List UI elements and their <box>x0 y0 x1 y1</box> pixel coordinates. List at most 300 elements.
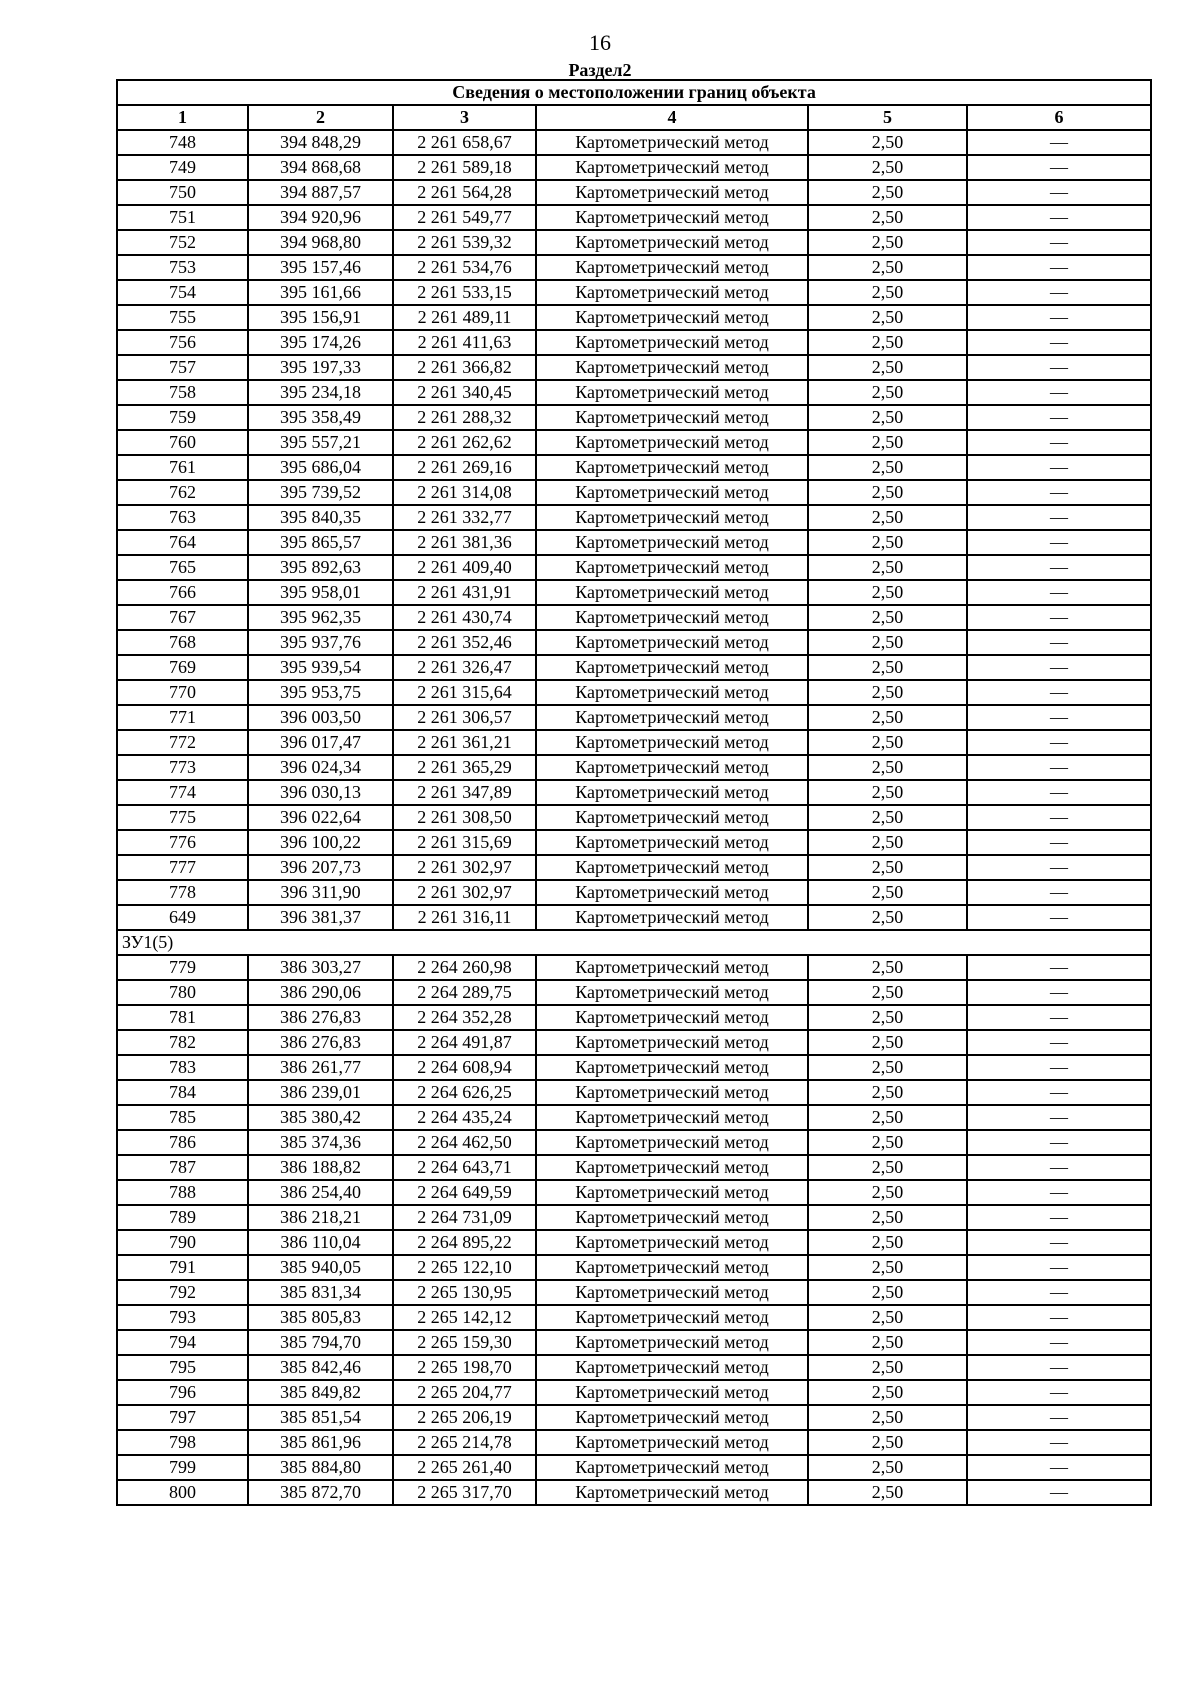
x-coordinate-cell: 395 557,21 <box>248 430 393 455</box>
accuracy-cell: 2,50 <box>808 380 967 405</box>
method-cell: Картометрический метод <box>536 480 808 505</box>
table-row <box>117 755 1151 780</box>
method-cell: Картометрический метод <box>536 130 808 155</box>
x-coordinate-cell: 395 358,49 <box>248 405 393 430</box>
accuracy-cell: 2,50 <box>808 1355 967 1380</box>
method-cell: Картометрический метод <box>536 630 808 655</box>
table-row <box>117 1355 1151 1380</box>
x-coordinate-cell: 395 156,91 <box>248 305 393 330</box>
y-coordinate-cell: 2 261 361,21 <box>393 730 536 755</box>
table-body <box>117 130 1151 1505</box>
y-coordinate-cell: 2 264 435,24 <box>393 1105 536 1130</box>
x-coordinate-cell: 385 884,80 <box>248 1455 393 1480</box>
y-coordinate-cell: 2 261 366,82 <box>393 355 536 380</box>
table-row <box>117 905 1151 930</box>
table-row <box>117 455 1151 480</box>
method-cell: Картометрический метод <box>536 355 808 380</box>
method-cell: Картометрический метод <box>536 1480 808 1505</box>
x-coordinate-cell: 386 261,77 <box>248 1055 393 1080</box>
y-coordinate-cell: 2 265 214,78 <box>393 1430 536 1455</box>
table-row <box>117 605 1151 630</box>
point-number-cell: 794 <box>117 1330 248 1355</box>
description-cell: — <box>967 1255 1151 1280</box>
x-coordinate-cell: 396 022,64 <box>248 805 393 830</box>
y-coordinate-cell: 2 261 288,32 <box>393 405 536 430</box>
description-cell: — <box>967 1405 1151 1430</box>
y-coordinate-cell: 2 261 549,77 <box>393 205 536 230</box>
table-row <box>117 255 1151 280</box>
description-cell: — <box>967 980 1151 1005</box>
accuracy-cell: 2,50 <box>808 1280 967 1305</box>
method-cell: Картометрический метод <box>536 205 808 230</box>
point-number-cell: 753 <box>117 255 248 280</box>
x-coordinate-cell: 394 968,80 <box>248 230 393 255</box>
method-cell: Картометрический метод <box>536 755 808 780</box>
method-cell: Картометрический метод <box>536 680 808 705</box>
y-coordinate-cell: 2 261 352,46 <box>393 630 536 655</box>
method-cell: Картометрический метод <box>536 1430 808 1455</box>
table-row <box>117 130 1151 155</box>
x-coordinate-cell: 386 303,27 <box>248 955 393 980</box>
group-header-row <box>117 930 1151 955</box>
point-number-cell: 784 <box>117 1080 248 1105</box>
accuracy-cell: 2,50 <box>808 1030 967 1055</box>
table-row <box>117 355 1151 380</box>
column-number: 2 <box>248 105 393 130</box>
point-number-cell: 786 <box>117 1130 248 1155</box>
method-cell: Картометрический метод <box>536 955 808 980</box>
y-coordinate-cell: 2 265 198,70 <box>393 1355 536 1380</box>
method-cell: Картометрический метод <box>536 1055 808 1080</box>
x-coordinate-cell: 395 953,75 <box>248 680 393 705</box>
y-coordinate-cell: 2 265 317,70 <box>393 1480 536 1505</box>
x-coordinate-cell: 385 842,46 <box>248 1355 393 1380</box>
x-coordinate-cell: 396 003,50 <box>248 705 393 730</box>
y-coordinate-cell: 2 261 347,89 <box>393 780 536 805</box>
accuracy-cell: 2,50 <box>808 305 967 330</box>
accuracy-cell: 2,50 <box>808 1430 967 1455</box>
x-coordinate-cell: 394 868,68 <box>248 155 393 180</box>
x-coordinate-cell: 385 831,34 <box>248 1280 393 1305</box>
method-cell: Картометрический метод <box>536 530 808 555</box>
description-cell: — <box>967 1455 1151 1480</box>
description-cell: — <box>967 905 1151 930</box>
accuracy-cell: 2,50 <box>808 655 967 680</box>
description-cell: — <box>967 1380 1151 1405</box>
point-number-cell: 769 <box>117 655 248 680</box>
accuracy-cell: 2,50 <box>808 1230 967 1255</box>
method-cell: Картометрический метод <box>536 805 808 830</box>
table-row <box>117 880 1151 905</box>
table-row <box>117 230 1151 255</box>
accuracy-cell: 2,50 <box>808 1305 967 1330</box>
description-cell: — <box>967 1205 1151 1230</box>
method-cell: Картометрический метод <box>536 1380 808 1405</box>
point-number-cell: 777 <box>117 855 248 880</box>
description-cell: — <box>967 830 1151 855</box>
accuracy-cell: 2,50 <box>808 405 967 430</box>
point-number-cell: 778 <box>117 880 248 905</box>
accuracy-cell: 2,50 <box>808 330 967 355</box>
y-coordinate-cell: 2 261 306,57 <box>393 705 536 730</box>
method-cell: Картометрический метод <box>536 1005 808 1030</box>
description-cell: — <box>967 555 1151 580</box>
point-number-cell: 772 <box>117 730 248 755</box>
y-coordinate-cell: 2 261 316,11 <box>393 905 536 930</box>
point-number-cell: 748 <box>117 130 248 155</box>
y-coordinate-cell: 2 264 626,25 <box>393 1080 536 1105</box>
table-row <box>117 1330 1151 1355</box>
y-coordinate-cell: 2 264 649,59 <box>393 1180 536 1205</box>
y-coordinate-cell: 2 261 315,64 <box>393 680 536 705</box>
table-row <box>117 480 1151 505</box>
point-number-cell: 793 <box>117 1305 248 1330</box>
y-coordinate-cell: 2 264 608,94 <box>393 1055 536 1080</box>
point-number-cell: 799 <box>117 1455 248 1480</box>
table-row <box>117 1055 1151 1080</box>
y-coordinate-cell: 2 261 326,47 <box>393 655 536 680</box>
accuracy-cell: 2,50 <box>808 605 967 630</box>
table-row <box>117 705 1151 730</box>
x-coordinate-cell: 385 805,83 <box>248 1305 393 1330</box>
accuracy-cell: 2,50 <box>808 1405 967 1430</box>
accuracy-cell: 2,50 <box>808 755 967 780</box>
table-row <box>117 1455 1151 1480</box>
point-number-cell: 756 <box>117 330 248 355</box>
y-coordinate-cell: 2 261 409,40 <box>393 555 536 580</box>
description-cell: — <box>967 1055 1151 1080</box>
x-coordinate-cell: 385 794,70 <box>248 1330 393 1355</box>
method-cell: Картометрический метод <box>536 405 808 430</box>
x-coordinate-cell: 396 100,22 <box>248 830 393 855</box>
description-cell: — <box>967 155 1151 180</box>
point-number-cell: 797 <box>117 1405 248 1430</box>
point-number-cell: 759 <box>117 405 248 430</box>
table-row <box>117 380 1151 405</box>
y-coordinate-cell: 2 264 289,75 <box>393 980 536 1005</box>
description-cell: — <box>967 630 1151 655</box>
table-row <box>117 805 1151 830</box>
x-coordinate-cell: 395 197,33 <box>248 355 393 380</box>
point-number-cell: 779 <box>117 955 248 980</box>
description-cell: — <box>967 1305 1151 1330</box>
accuracy-cell: 2,50 <box>808 280 967 305</box>
point-number-cell: 752 <box>117 230 248 255</box>
x-coordinate-cell: 396 024,34 <box>248 755 393 780</box>
accuracy-cell: 2,50 <box>808 1205 967 1230</box>
point-number-cell: 761 <box>117 455 248 480</box>
point-number-cell: 750 <box>117 180 248 205</box>
method-cell: Картометрический метод <box>536 1355 808 1380</box>
table-row <box>117 580 1151 605</box>
method-cell: Картометрический метод <box>536 1130 808 1155</box>
accuracy-cell: 2,50 <box>808 1005 967 1030</box>
point-number-cell: 790 <box>117 1230 248 1255</box>
x-coordinate-cell: 396 207,73 <box>248 855 393 880</box>
accuracy-cell: 2,50 <box>808 805 967 830</box>
table-row <box>117 305 1151 330</box>
point-number-cell: 776 <box>117 830 248 855</box>
point-number-cell: 758 <box>117 380 248 405</box>
description-cell: — <box>967 605 1151 630</box>
method-cell: Картометрический метод <box>536 880 808 905</box>
accuracy-cell: 2,50 <box>808 1130 967 1155</box>
point-number-cell: 754 <box>117 280 248 305</box>
y-coordinate-cell: 2 261 534,76 <box>393 255 536 280</box>
table-row <box>117 980 1151 1005</box>
boundary-coordinates-table <box>116 79 1152 1506</box>
accuracy-cell: 2,50 <box>808 880 967 905</box>
accuracy-cell: 2,50 <box>808 1380 967 1405</box>
accuracy-cell: 2,50 <box>808 455 967 480</box>
method-cell: Картометрический метод <box>536 555 808 580</box>
method-cell: Картометрический метод <box>536 155 808 180</box>
y-coordinate-cell: 2 265 159,30 <box>393 1330 536 1355</box>
point-number-cell: 649 <box>117 905 248 930</box>
y-coordinate-cell: 2 265 204,77 <box>393 1380 536 1405</box>
method-cell: Картометрический метод <box>536 430 808 455</box>
point-number-cell: 762 <box>117 480 248 505</box>
table-caption-row <box>117 80 1151 105</box>
table-row <box>117 155 1151 180</box>
table-row <box>117 505 1151 530</box>
table-row <box>117 1305 1151 1330</box>
description-cell: — <box>967 230 1151 255</box>
table-row <box>117 780 1151 805</box>
description-cell: — <box>967 805 1151 830</box>
accuracy-cell: 2,50 <box>808 680 967 705</box>
description-cell: — <box>967 655 1151 680</box>
x-coordinate-cell: 395 892,63 <box>248 555 393 580</box>
method-cell: Картометрический метод <box>536 1080 808 1105</box>
description-cell: — <box>967 480 1151 505</box>
y-coordinate-cell: 2 261 489,11 <box>393 305 536 330</box>
x-coordinate-cell: 385 851,54 <box>248 1405 393 1430</box>
method-cell: Картометрический метод <box>536 1030 808 1055</box>
x-coordinate-cell: 395 161,66 <box>248 280 393 305</box>
method-cell: Картометрический метод <box>536 1330 808 1355</box>
method-cell: Картометрический метод <box>536 1455 808 1480</box>
point-number-cell: 792 <box>117 1280 248 1305</box>
y-coordinate-cell: 2 264 731,09 <box>393 1205 536 1230</box>
description-cell: — <box>967 1355 1151 1380</box>
table-row <box>117 1255 1151 1280</box>
table-row <box>117 830 1151 855</box>
y-coordinate-cell: 2 261 308,50 <box>393 805 536 830</box>
x-coordinate-cell: 395 939,54 <box>248 655 393 680</box>
point-number-cell: 785 <box>117 1105 248 1130</box>
accuracy-cell: 2,50 <box>808 980 967 1005</box>
accuracy-cell: 2,50 <box>808 1480 967 1505</box>
method-cell: Картометрический метод <box>536 1180 808 1205</box>
description-cell: — <box>967 355 1151 380</box>
table-row <box>117 1030 1151 1055</box>
method-cell: Картометрический метод <box>536 1305 808 1330</box>
description-cell: — <box>967 880 1151 905</box>
table-row <box>117 1480 1151 1505</box>
description-cell: — <box>967 380 1151 405</box>
table-row <box>117 1080 1151 1105</box>
point-number-cell: 766 <box>117 580 248 605</box>
accuracy-cell: 2,50 <box>808 355 967 380</box>
table-row <box>117 330 1151 355</box>
x-coordinate-cell: 386 110,04 <box>248 1230 393 1255</box>
point-number-cell: 781 <box>117 1005 248 1030</box>
x-coordinate-cell: 394 887,57 <box>248 180 393 205</box>
method-cell: Картометрический метод <box>536 455 808 480</box>
method-cell: Картометрический метод <box>536 655 808 680</box>
y-coordinate-cell: 2 261 269,16 <box>393 455 536 480</box>
method-cell: Картометрический метод <box>536 380 808 405</box>
y-coordinate-cell: 2 264 895,22 <box>393 1230 536 1255</box>
accuracy-cell: 2,50 <box>808 555 967 580</box>
method-cell: Картометрический метод <box>536 330 808 355</box>
x-coordinate-cell: 386 290,06 <box>248 980 393 1005</box>
method-cell: Картометрический метод <box>536 605 808 630</box>
description-cell: — <box>967 1280 1151 1305</box>
point-number-cell: 767 <box>117 605 248 630</box>
description-cell: — <box>967 1180 1151 1205</box>
table-row <box>117 1380 1151 1405</box>
method-cell: Картометрический метод <box>536 505 808 530</box>
point-number-cell: 783 <box>117 1055 248 1080</box>
method-cell: Картометрический метод <box>536 730 808 755</box>
point-number-cell: 773 <box>117 755 248 780</box>
table-row <box>117 1130 1151 1155</box>
point-number-cell: 800 <box>117 1480 248 1505</box>
y-coordinate-cell: 2 264 643,71 <box>393 1155 536 1180</box>
table-row <box>117 630 1151 655</box>
accuracy-cell: 2,50 <box>808 530 967 555</box>
x-coordinate-cell: 396 311,90 <box>248 880 393 905</box>
x-coordinate-cell: 386 239,01 <box>248 1080 393 1105</box>
method-cell: Картометрический метод <box>536 830 808 855</box>
point-number-cell: 755 <box>117 305 248 330</box>
point-number-cell: 789 <box>117 1205 248 1230</box>
column-number-row <box>117 105 1151 130</box>
x-coordinate-cell: 395 739,52 <box>248 480 393 505</box>
y-coordinate-cell: 2 261 564,28 <box>393 180 536 205</box>
accuracy-cell: 2,50 <box>808 580 967 605</box>
y-coordinate-cell: 2 265 261,40 <box>393 1455 536 1480</box>
y-coordinate-cell: 2 264 462,50 <box>393 1130 536 1155</box>
point-number-cell: 764 <box>117 530 248 555</box>
x-coordinate-cell: 385 872,70 <box>248 1480 393 1505</box>
point-number-cell: 775 <box>117 805 248 830</box>
x-coordinate-cell: 385 380,42 <box>248 1105 393 1130</box>
y-coordinate-cell: 2 261 340,45 <box>393 380 536 405</box>
y-coordinate-cell: 2 261 332,77 <box>393 505 536 530</box>
description-cell: — <box>967 305 1151 330</box>
point-number-cell: 780 <box>117 980 248 1005</box>
x-coordinate-cell: 386 276,83 <box>248 1030 393 1055</box>
description-cell: — <box>967 430 1151 455</box>
point-number-cell: 763 <box>117 505 248 530</box>
description-cell: — <box>967 280 1151 305</box>
accuracy-cell: 2,50 <box>808 505 967 530</box>
point-number-cell: 798 <box>117 1430 248 1455</box>
method-cell: Картометрический метод <box>536 1280 808 1305</box>
y-coordinate-cell: 2 264 352,28 <box>393 1005 536 1030</box>
x-coordinate-cell: 394 848,29 <box>248 130 393 155</box>
method-cell: Картометрический метод <box>536 1255 808 1280</box>
method-cell: Картометрический метод <box>536 1105 808 1130</box>
method-cell: Картометрический метод <box>536 280 808 305</box>
table-caption: Сведения о местоположении границ объекта <box>117 80 1151 105</box>
table-row <box>117 1180 1151 1205</box>
column-number: 4 <box>536 105 808 130</box>
table-row <box>117 1105 1151 1130</box>
x-coordinate-cell: 395 686,04 <box>248 455 393 480</box>
table-row <box>117 1280 1151 1305</box>
table-row <box>117 1230 1151 1255</box>
point-number-cell: 770 <box>117 680 248 705</box>
point-number-cell: 749 <box>117 155 248 180</box>
description-cell: — <box>967 1130 1151 1155</box>
accuracy-cell: 2,50 <box>808 955 967 980</box>
description-cell: — <box>967 405 1151 430</box>
x-coordinate-cell: 396 381,37 <box>248 905 393 930</box>
point-number-cell: 760 <box>117 430 248 455</box>
accuracy-cell: 2,50 <box>808 1155 967 1180</box>
accuracy-cell: 2,50 <box>808 180 967 205</box>
x-coordinate-cell: 385 940,05 <box>248 1255 393 1280</box>
section-title: Раздел2 <box>568 60 632 80</box>
description-cell: — <box>967 1155 1151 1180</box>
page-number: 16 <box>589 30 611 55</box>
x-coordinate-cell: 396 017,47 <box>248 730 393 755</box>
table-row <box>117 180 1151 205</box>
accuracy-cell: 2,50 <box>808 1080 967 1105</box>
method-cell: Картометрический метод <box>536 980 808 1005</box>
point-number-cell: 795 <box>117 1355 248 1380</box>
description-cell: — <box>967 780 1151 805</box>
table-row <box>117 405 1151 430</box>
method-cell: Картометрический метод <box>536 1205 808 1230</box>
description-cell: — <box>967 330 1151 355</box>
method-cell: Картометрический метод <box>536 780 808 805</box>
accuracy-cell: 2,50 <box>808 730 967 755</box>
accuracy-cell: 2,50 <box>808 780 967 805</box>
point-number-cell: 768 <box>117 630 248 655</box>
y-coordinate-cell: 2 261 430,74 <box>393 605 536 630</box>
point-number-cell: 765 <box>117 555 248 580</box>
x-coordinate-cell: 396 030,13 <box>248 780 393 805</box>
description-cell: — <box>967 205 1151 230</box>
table-row <box>117 280 1151 305</box>
x-coordinate-cell: 394 920,96 <box>248 205 393 230</box>
description-cell: — <box>967 955 1151 980</box>
accuracy-cell: 2,50 <box>808 705 967 730</box>
table-row <box>117 730 1151 755</box>
method-cell: Картометрический метод <box>536 1230 808 1255</box>
point-number-cell: 771 <box>117 705 248 730</box>
accuracy-cell: 2,50 <box>808 230 967 255</box>
table-row <box>117 555 1151 580</box>
x-coordinate-cell: 395 840,35 <box>248 505 393 530</box>
table-row <box>117 655 1151 680</box>
method-cell: Картометрический метод <box>536 705 808 730</box>
method-cell: Картометрический метод <box>536 855 808 880</box>
description-cell: — <box>967 1330 1151 1355</box>
table-row <box>117 205 1151 230</box>
method-cell: Картометрический метод <box>536 1155 808 1180</box>
accuracy-cell: 2,50 <box>808 1105 967 1130</box>
y-coordinate-cell: 2 261 431,91 <box>393 580 536 605</box>
x-coordinate-cell: 386 188,82 <box>248 1155 393 1180</box>
accuracy-cell: 2,50 <box>808 630 967 655</box>
accuracy-cell: 2,50 <box>808 155 967 180</box>
